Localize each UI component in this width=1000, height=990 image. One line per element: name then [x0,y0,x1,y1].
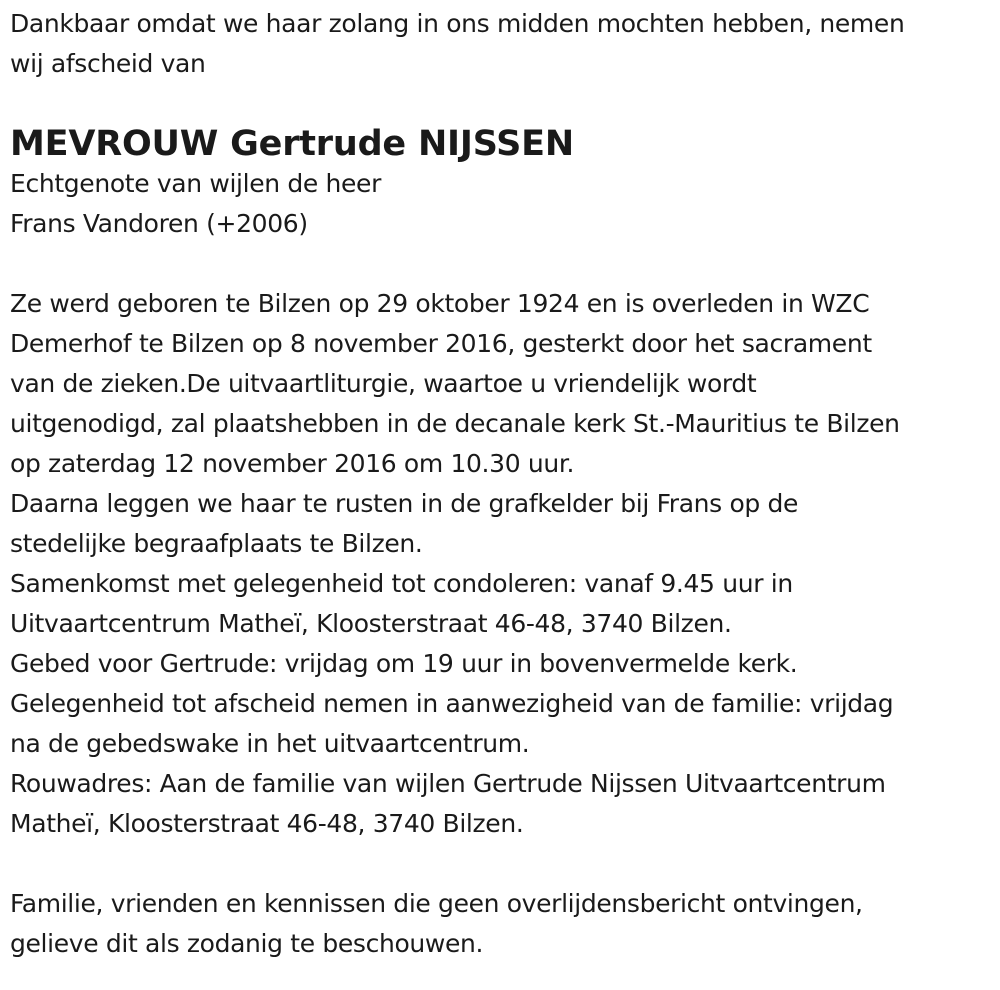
intro-line-2: wij afscheid van [10,49,206,78]
intro-line-1: Dankbaar omdat we haar zolang in ons midden mochten hebben, nemen [10,9,905,38]
spouse-line-1: Echtgenote van wijlen de heer [10,169,382,198]
body-line-6: Daarna leggen we haar te rusten in de grafkelder bij Frans op de [10,489,799,518]
closing-line-2: gelieve dit als zodanig te beschouwen. [10,929,484,958]
spouse-line-2: Frans Vandoren (+2006) [10,209,308,238]
body-line-14: Matheï, Kloosterstraat 46-48, 3740 Bilzen. [10,809,524,838]
spacer [10,244,995,284]
body-line-9: Uitvaartcentrum Matheï, Kloosterstraat 46-48, 3740 Bilzen. [10,609,732,638]
closing-line-1: Familie, vrienden en kennissen die geen overlijdensbericht ontvingen, [10,889,863,918]
body-line-13: Rouwadres: Aan de familie van wijlen Gertrude Nijssen Uitvaartcentrum [10,769,886,798]
body-line-2: Demerhof te Bilzen op 8 november 2016, gesterkt door het sacrament [10,329,872,358]
body-line-4: uitgenodigd, zal plaatshebben in de decanale kerk St.-Mauritius te Bilzen [10,409,900,438]
body-line-1: Ze werd geboren te Bilzen op 29 oktober 1924 en is overleden in WZC [10,289,870,318]
obituary-notice [10,4,995,964]
body-line-7: stedelijke begraafplaats te Bilzen. [10,529,423,558]
body-line-3: van de zieken.De uitvaartliturgie, waartoe u vriendelijk wordt [10,369,757,398]
spacer [10,844,995,884]
body-line-5: op zaterdag 12 november 2016 om 10.30 uur. [10,449,575,478]
body-line-8: Samenkomst met gelegenheid tot condoleren: vanaf 9.45 uur in [10,569,793,598]
body-line-12: na de gebedswake in het uitvaartcentrum. [10,729,530,758]
body-line-11: Gelegenheid tot afscheid nemen in aanwezigheid van de familie: vrijdag [10,689,894,718]
deceased-name: MEVROUW Gertrude NIJSSEN [10,124,574,164]
body-line-10: Gebed voor Gertrude: vrijdag om 19 uur in bovenvermelde kerk. [10,649,798,678]
